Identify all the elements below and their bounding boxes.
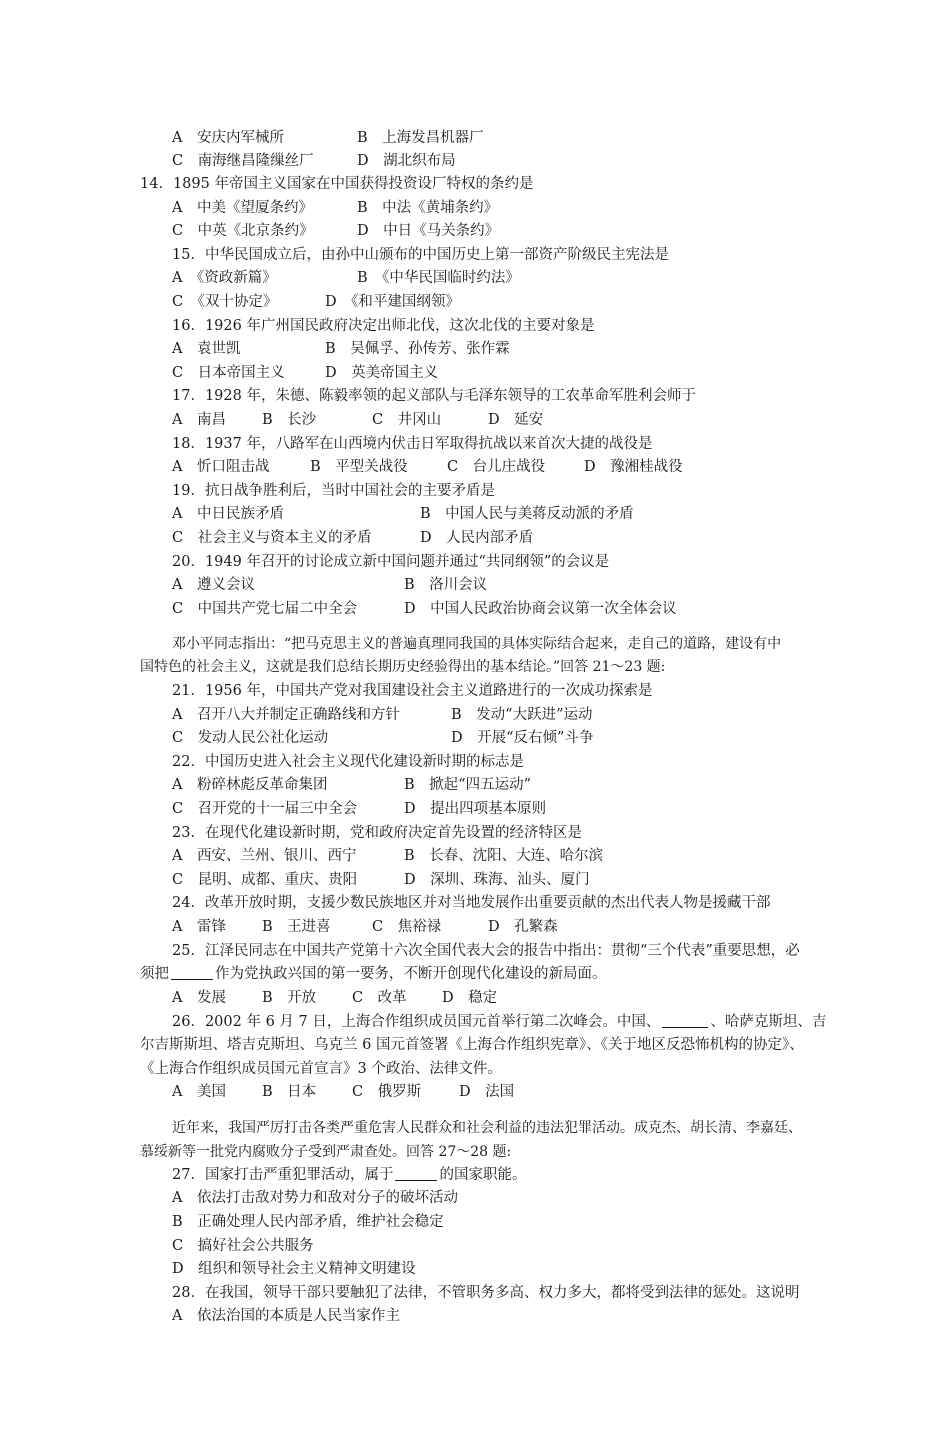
option-b: B 中国人民与美蒋反动派的矛盾 <box>420 506 634 522</box>
option-d: D 法国 <box>459 1084 515 1100</box>
options-row <box>172 128 872 150</box>
option-a: C 昆明、成都、重庆、贵阳 <box>172 872 358 888</box>
line-text: 邓小平同志指出：“把马克思主义的普遍真理同我国的具体实际结合起来，走自己的道路，建设有中 <box>172 636 782 652</box>
text-line <box>140 657 665 679</box>
options-row <box>172 198 872 220</box>
line-text: 18．1937 年，八路军在山西境内伏击日军取得抗战以来首次大捷的战役是 <box>172 436 653 452</box>
options-row <box>172 728 872 750</box>
line-text: 近年来，我国严厉打击各类严重危害人民群众和社会利益的违法犯罪活动。成克杰、胡长清、李嘉廷、 <box>172 1120 802 1136</box>
text-line <box>172 434 652 456</box>
options-row <box>172 599 872 621</box>
options-row <box>172 339 872 361</box>
options-row <box>172 504 872 526</box>
option-a: C 召开党的十一届三中全会 <box>172 801 358 817</box>
text-line <box>172 1118 802 1140</box>
option-a: A 召开八大并制定正确路线和方针 <box>172 707 400 723</box>
option-b: D 中日《马关条约》 <box>357 223 500 239</box>
line-text: A 依法打击敌对势力和敌对分子的破坏活动 <box>172 1190 458 1206</box>
line-text: 24．改革开放时期，支援少数民族地区并对当地发展作出重要贡献的杰出代表人物是援藏干部 <box>172 895 771 911</box>
line-text: 28．在我国，领导干部只要触犯了法律，不管职务多高、权力多大，都将受到法律的惩处。这说明 <box>172 1285 800 1301</box>
option-b: B 长春、沈阳、大连、哈尔滨 <box>404 848 604 864</box>
option-d: D 孔繁森 <box>488 919 558 935</box>
line-text-after-blank: 作为党执政兴国的第一要务，不断开创现代化建设的新局面。 <box>215 966 607 982</box>
option-b: D 《和平建国纲领》 <box>325 294 460 310</box>
options-row <box>172 528 872 550</box>
text-line <box>172 1012 826 1034</box>
line-text: D 组织和领导社会主义精神文明建设 <box>172 1261 416 1277</box>
option-c: C 台儿庄战役 <box>447 459 546 475</box>
option-b: B 掀起“四五运动” <box>404 777 531 793</box>
options-row <box>172 410 872 432</box>
line-text: 23．在现代化建设新时期，党和政府决定首先设置的经济特区是 <box>172 825 582 841</box>
line-text: 17．1928 年，朱德、陈毅率领的起义部队与毛泽东领导的工农革命军胜利会师于 <box>172 388 696 404</box>
text-line <box>172 552 609 574</box>
option-a: C 社会主义与资本主义的矛盾 <box>172 530 372 546</box>
options-row <box>172 988 872 1010</box>
options-row <box>172 846 872 868</box>
options-row <box>172 457 872 479</box>
text-line <box>140 964 607 986</box>
option-a: C 发动人民公社化运动 <box>172 730 329 746</box>
line-text: 须把 <box>140 966 169 982</box>
line-text: 26．2002 年 6 月 7 日，上海合作组织成员国元首举行第二次峰会。中国、 <box>172 1014 661 1030</box>
text-line <box>172 1212 444 1234</box>
option-a: A 雷锋 <box>172 919 226 935</box>
option-a: C 南海继昌隆缫丝厂 <box>172 153 314 169</box>
text-line <box>172 1165 526 1187</box>
text-line <box>172 1283 799 1305</box>
option-c: C 俄罗斯 <box>352 1084 422 1100</box>
text-line <box>140 174 533 196</box>
text-line <box>172 386 696 408</box>
option-b: B 上海发昌机器厂 <box>357 130 484 146</box>
line-text: C 搞好社会公共服务 <box>172 1238 314 1254</box>
line-text: 14．1895 年帝国主义国家在中国获得投资设厂特权的条约是 <box>140 176 534 192</box>
text-line <box>172 681 652 703</box>
option-a: C 中英《北京条约》 <box>172 223 314 239</box>
option-b: D 开展“反右倾”斗争 <box>451 730 594 746</box>
option-a: A 《资政新篇》 <box>172 270 277 286</box>
options-row <box>172 363 872 385</box>
line-text: B 正确处理人民内部矛盾，维护社会稳定 <box>172 1214 444 1230</box>
text-line <box>172 245 669 267</box>
option-b: B 日本 <box>262 1084 317 1100</box>
option-a: A 美国 <box>172 1084 226 1100</box>
options-row <box>172 705 872 727</box>
option-b: B 洛川会议 <box>404 577 488 593</box>
options-row <box>172 917 872 939</box>
option-b: D 深圳、珠海、汕头、厦门 <box>404 872 590 888</box>
text-line <box>172 1259 416 1281</box>
option-d: D 豫湘桂战役 <box>584 459 683 475</box>
option-a: A 忻口阻击战 <box>172 459 270 475</box>
options-row <box>172 268 872 290</box>
line-text: 21．1956 年，中国共产党对我国建设社会主义道路进行的一次成功探索是 <box>172 683 653 699</box>
option-a: A 袁世凯 <box>172 341 241 357</box>
option-a: A 中美《望厦条约》 <box>172 200 313 216</box>
option-b: B 平型关战役 <box>310 459 408 475</box>
text-line <box>172 634 781 656</box>
options-row <box>172 221 872 243</box>
text-line <box>140 1035 804 1057</box>
option-b: B 王进喜 <box>262 919 331 935</box>
line-text: 25．江泽民同志在中国共产党第十六次全国代表大会的报告中指出：贯彻“三个代表”重要思想，必 <box>172 943 800 959</box>
line-text-after-blank: 的国家职能。 <box>439 1167 527 1183</box>
option-a: A 中日民族矛盾 <box>172 506 284 522</box>
text-line <box>172 1306 400 1328</box>
text-line <box>172 1188 458 1210</box>
option-b: D 英美帝国主义 <box>325 365 439 381</box>
text-line <box>172 316 594 338</box>
option-a: C 中国共产党七届二中全会 <box>172 601 358 617</box>
option-a: A 粉碎林彪反革命集团 <box>172 777 328 793</box>
option-b: D 中国人民政治协商会议第一次全体会议 <box>404 601 677 617</box>
option-c: C 改革 <box>352 990 407 1006</box>
option-b: B 开放 <box>262 990 317 1006</box>
option-a: A 遵义会议 <box>172 577 255 593</box>
line-text: 尔吉斯斯坦、塔吉克斯坦、乌克兰 6 国元首签署《上海合作组织宪章》、《关于地区反恐怖机构的协定》、 <box>140 1037 804 1053</box>
option-a: A 发展 <box>172 990 226 1006</box>
options-row <box>172 151 872 173</box>
option-d: D 稳定 <box>442 990 498 1006</box>
line-text: 20．1949 年召开的讨论成立新中国问题并通过“共同纲领”的会议是 <box>172 554 610 570</box>
options-row <box>172 575 872 597</box>
line-text: 慕绥新等一批党内腐败分子受到严肃查处。回答 27～28 题: <box>140 1144 512 1160</box>
options-row <box>172 775 872 797</box>
option-b: D 人民内部矛盾 <box>420 530 534 546</box>
text-line <box>172 481 495 503</box>
line-text: 国特色的社会主义，这就是我们总结长期历史经验得出的基本结论。”回答 21～23 题: <box>140 659 666 675</box>
text-line <box>172 941 800 963</box>
options-row <box>172 1082 872 1104</box>
option-b: D 湖北织布局 <box>357 153 456 169</box>
option-a: A 安庆内军械所 <box>172 130 284 146</box>
option-b: B 长沙 <box>262 412 317 428</box>
line-text: 16．1926 年广州国民政府决定出师北伐，这次北伐的主要对象是 <box>172 318 595 334</box>
text-line <box>172 1236 314 1258</box>
option-b: D 提出四项基本原则 <box>404 801 547 817</box>
text-line <box>140 1059 502 1081</box>
text-line <box>172 752 524 774</box>
answer-blank <box>395 1166 437 1181</box>
option-a: C 日本帝国主义 <box>172 365 285 381</box>
text-line <box>140 1142 511 1164</box>
text-line <box>172 893 770 915</box>
options-row <box>172 799 872 821</box>
line-text: 19．抗日战争胜利后，当时中国社会的主要矛盾是 <box>172 483 495 499</box>
option-c: C 井冈山 <box>372 412 442 428</box>
line-text: 22．中国历史进入社会主义现代化建设新时期的标志是 <box>172 754 524 770</box>
option-a: A 西安、兰州、银川、西宁 <box>172 848 357 864</box>
options-row <box>172 870 872 892</box>
answer-blank <box>662 1013 708 1028</box>
option-b: B 发动“大跃进”运动 <box>451 707 593 723</box>
option-d: D 延安 <box>488 412 544 428</box>
option-b: B 中法《黄埔条约》 <box>357 200 499 216</box>
line-text: 15．中华民国成立后，由孙中山颁布的中国历史上第一部资产阶级民主宪法是 <box>172 247 669 263</box>
text-line <box>172 823 582 845</box>
option-a: A 南昌 <box>172 412 226 428</box>
line-text: 《上海合作组织成员国元首宣言》3 个政治、法律文件。 <box>140 1061 502 1077</box>
answer-blank <box>171 965 213 980</box>
option-b: B 吴佩孚、孙传芳、张作霖 <box>325 341 510 357</box>
options-row <box>172 292 872 314</box>
option-a: C 《双十协定》 <box>172 294 278 310</box>
line-text-after-blank: 、哈萨克斯坦、吉 <box>710 1014 827 1030</box>
option-b: B 《中华民国临时约法》 <box>357 270 520 286</box>
line-text: 27．国家打击严重犯罪活动，属于 <box>172 1167 394 1183</box>
option-c: C 焦裕禄 <box>372 919 442 935</box>
line-text: A 依法治国的本质是人民当家作主 <box>172 1308 400 1324</box>
